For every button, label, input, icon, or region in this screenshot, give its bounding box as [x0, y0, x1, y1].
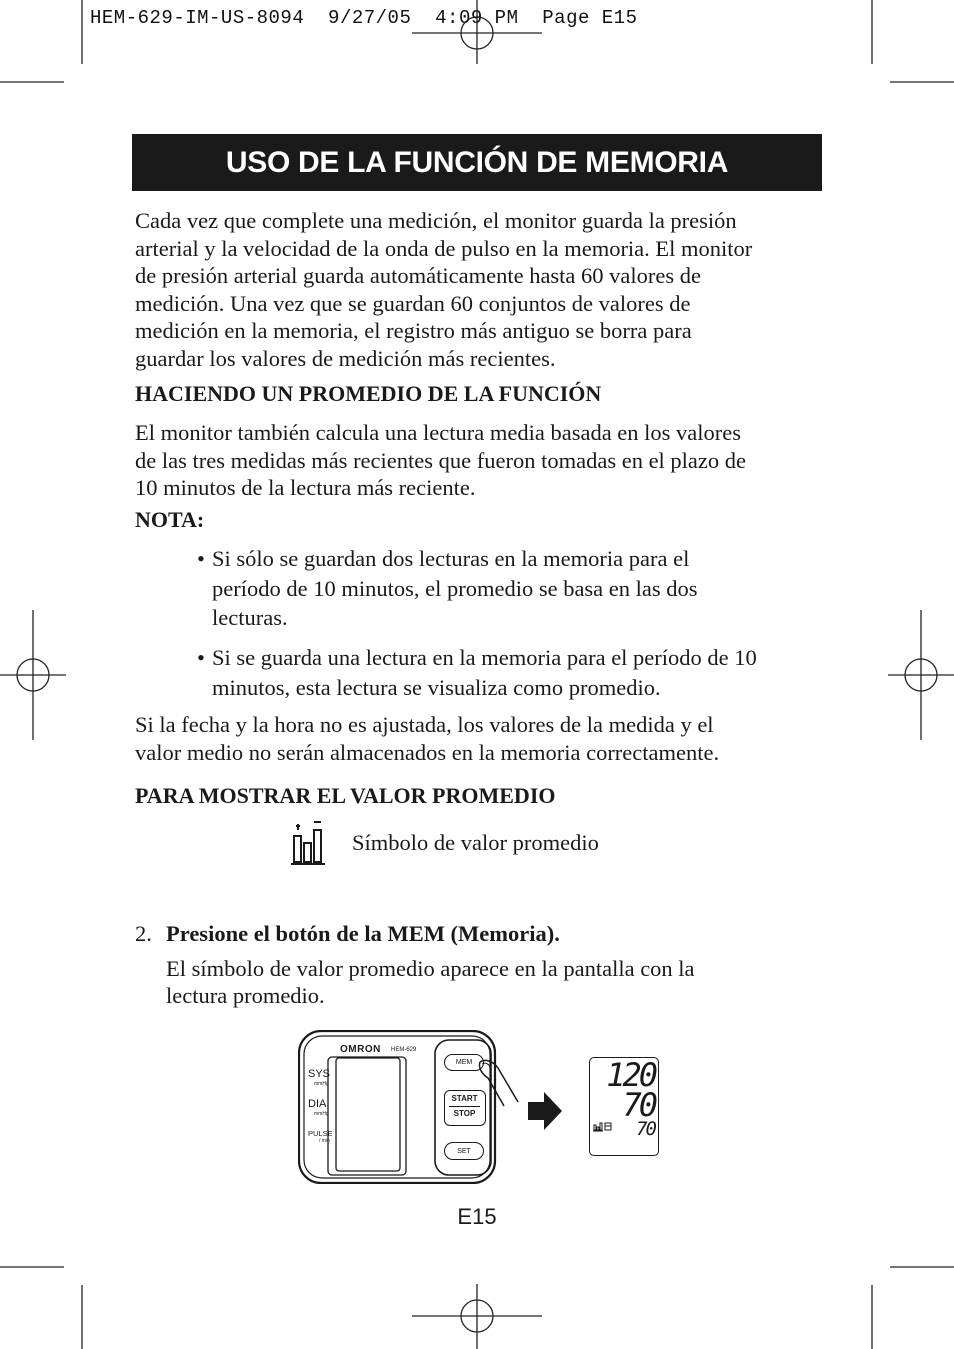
intro-line: guardar los valores de medición más recientes. — [135, 345, 556, 371]
dia-unit: mmHg — [314, 1111, 329, 1117]
blood-pressure-monitor-illustration — [298, 1030, 500, 1184]
intro-line: de presión arterial guarda automáticamente hasta 60 valores de — [135, 263, 702, 288]
date-warning-paragraph — [135, 711, 825, 766]
average-line: de las tres medidas más recientes que fueron tomadas en el plazo de — [135, 447, 747, 473]
pulse-label: PULSE — [308, 1129, 333, 1138]
model-label: HEM-629 — [391, 1047, 417, 1053]
bullet-line: lecturas. — [212, 605, 288, 630]
note-bullet — [197, 643, 827, 702]
mem-button[interactable]: MEM — [444, 1054, 484, 1071]
display-average-icon — [593, 1120, 613, 1132]
intro-line: medición en la memoria, el registro más antiguo se borra para — [135, 318, 692, 343]
sys-label: SYS — [308, 1068, 331, 1080]
section-title: USO DE LA FUNCIÓN DE MEMORIA — [225, 145, 729, 179]
bullet-line: Si sólo se guardan dos lecturas en la memoria para el — [212, 546, 690, 571]
display-dia-value: 70 — [622, 1086, 655, 1124]
page-number: E15 — [457, 1204, 497, 1229]
average-line: 10 minutos de la lectura más reciente. — [135, 475, 476, 500]
bullet-line: minutos, esta lectura se visualiza como promedio. — [212, 674, 661, 700]
warning-line: Si la fecha y la hora no es ajustada, los valores de la medida y el — [135, 712, 714, 737]
step-line: El símbolo de valor promedio aparece en la pantalla con la — [166, 956, 695, 981]
brand-logo: OMRON — [340, 1044, 381, 1055]
finger-press-icon — [476, 1058, 524, 1110]
set-button[interactable]: SET — [444, 1142, 484, 1160]
heading-average: HACIENDO UN PROMEDIO DE LA FUNCIÓN — [135, 381, 602, 406]
average-line: El monitor también calcula una lectura media basada en los valores — [135, 420, 742, 445]
step-line: lectura promedio. — [166, 983, 325, 1008]
note-bullet — [197, 544, 827, 633]
print-slug: HEM-629-IM-US-8094 9/27/05 4:09 PM Page E15 — [90, 7, 638, 29]
intro-line: medición. Una vez que se guardan 60 conjuntos de valores de — [135, 290, 691, 316]
start-label: START — [451, 1094, 478, 1103]
lcd-display-closeup — [589, 1057, 659, 1156]
step-description — [166, 955, 826, 1009]
pulse-unit: / min — [319, 1138, 330, 1144]
bullet-dot: • — [197, 645, 205, 670]
bullet-line: período de 10 minutos, el promedio se basa en las dos — [212, 575, 698, 601]
heading-show-average: PARA MOSTRAR EL VALOR PROMEDIO — [135, 783, 556, 808]
sys-unit: mmHg — [314, 1081, 329, 1087]
note-label: NOTA: — [135, 507, 205, 532]
arrow-right-icon — [528, 1092, 562, 1130]
average-paragraph — [135, 419, 825, 502]
bullet-line: Si se guarda una lectura en la memoria para el período de 10 — [212, 645, 757, 670]
display-sys-value: 120 — [606, 1056, 655, 1094]
warning-line: valor medio no serán almacenados en la memoria correctamente. — [135, 739, 720, 765]
intro-line: arterial y la velocidad de la onda de pulso en la memoria. El monitor — [135, 235, 753, 261]
average-symbol-label: Símbolo de valor promedio — [352, 830, 599, 855]
stop-label: STOP — [453, 1109, 476, 1118]
step-title: Presione el botón de la MEM (Memoria). — [166, 921, 560, 946]
display-pulse-value: 70 — [636, 1118, 655, 1140]
average-value-icon — [288, 820, 328, 866]
step-number: 2. — [135, 921, 152, 946]
bullet-dot: • — [197, 546, 205, 571]
dia-label: DIA — [308, 1098, 327, 1110]
intro-line: Cada vez que complete una medición, el monitor guarda la presión — [135, 208, 737, 233]
section-title-banner — [132, 134, 822, 191]
intro-paragraph — [135, 207, 825, 372]
